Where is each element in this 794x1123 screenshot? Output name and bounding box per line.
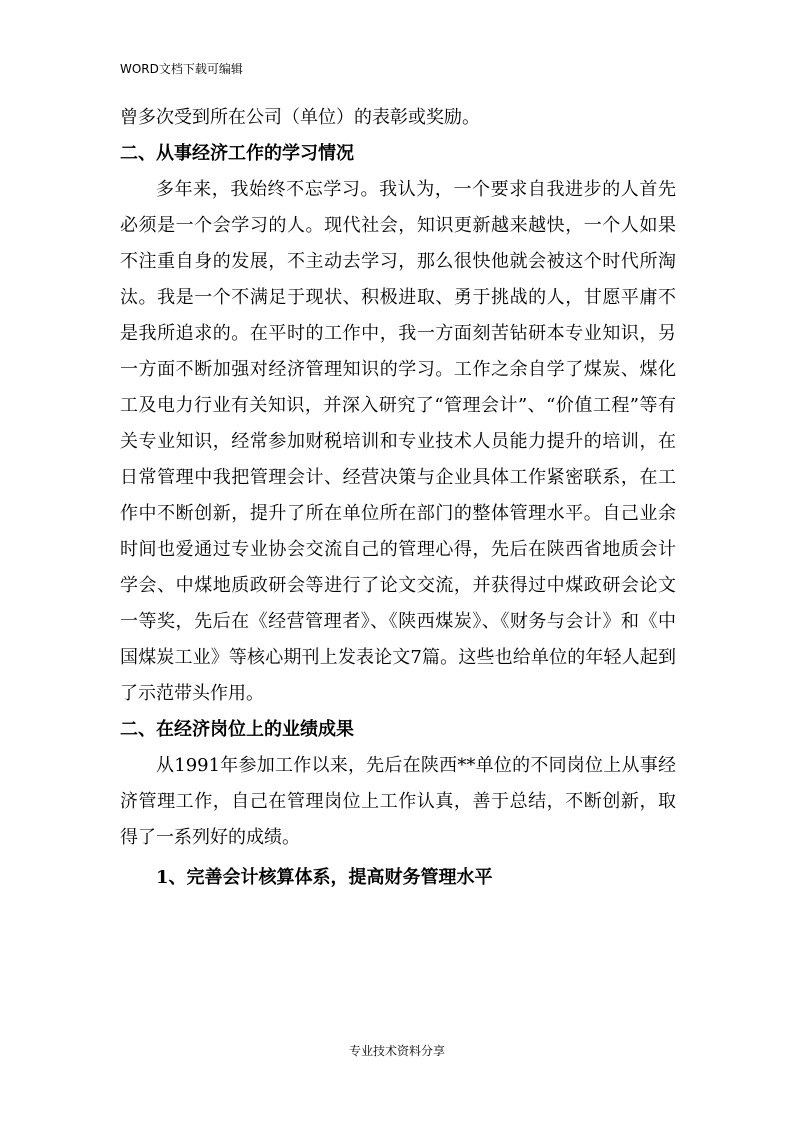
paragraph-study: 多年来，我始终不忘学习。我认为，一个要求自我进步的人首先必须是一个会学习的人。现代社会，知识更新越来越快，一个人如果不注重自身的发展，不主动去学习，那么很快他就会被这个时代所淘汰。我是一个不满足于现状、积极进取、勇于挑战的人，甘愿平庸不是我所追求的。在平时的工作中，我一方面刻苦钻研本专业知识，另一方面不断加强对经济管理知识的学习。工作之余自学了煤炭、煤化工及电力行业有关知识，并深入研究了“管理会计”、“价值工程”等有关专业知识，经常参加财税培训和专业技术人员能力提升的培训，在日常管理中我把管理会计、经营决策与企业具体工作紧密联系，在工作中不断创新，提升了所在单位所在部门的整体管理水平。自己业余时间也爱通过专业协会交流自己的管理心得，先后在陕西省地质会计学会、中煤地质政研会等进行了论文交流，并获得过中煤政研会论文一等奖，先后在《经营管理者》、《陕西煤炭》、《财务与会计》和《中国煤炭工业》等核心期刊上发表论文7篇。这些也给单位的年轻人起到了示范带头作用。 xyxy=(120,179,676,704)
page-footer: 专业技术资料分享 xyxy=(348,1044,445,1058)
section-heading-study: 二、从事经济工作的学习情况 xyxy=(120,143,354,164)
section-heading-achievements: 二、在经济岗位上的业绩成果 xyxy=(120,719,354,740)
document-body xyxy=(120,100,676,896)
page-header: WORD文档下载可编辑 xyxy=(120,62,243,76)
paragraph-achievements: 从1991年参加工作以来，先后在陕西**单位的不同岗位上从事经济管理工作，自己在管理岗位上工作认真，善于总结，不断创新，取得了一系列好的成绩。 xyxy=(120,755,676,848)
sub-heading-accounting: 1、完善会计核算体系，提高财务管理水平 xyxy=(156,867,493,888)
continued-paragraph: 曾多次受到所在公司（单位）的表彰或奖励。 xyxy=(120,107,480,128)
